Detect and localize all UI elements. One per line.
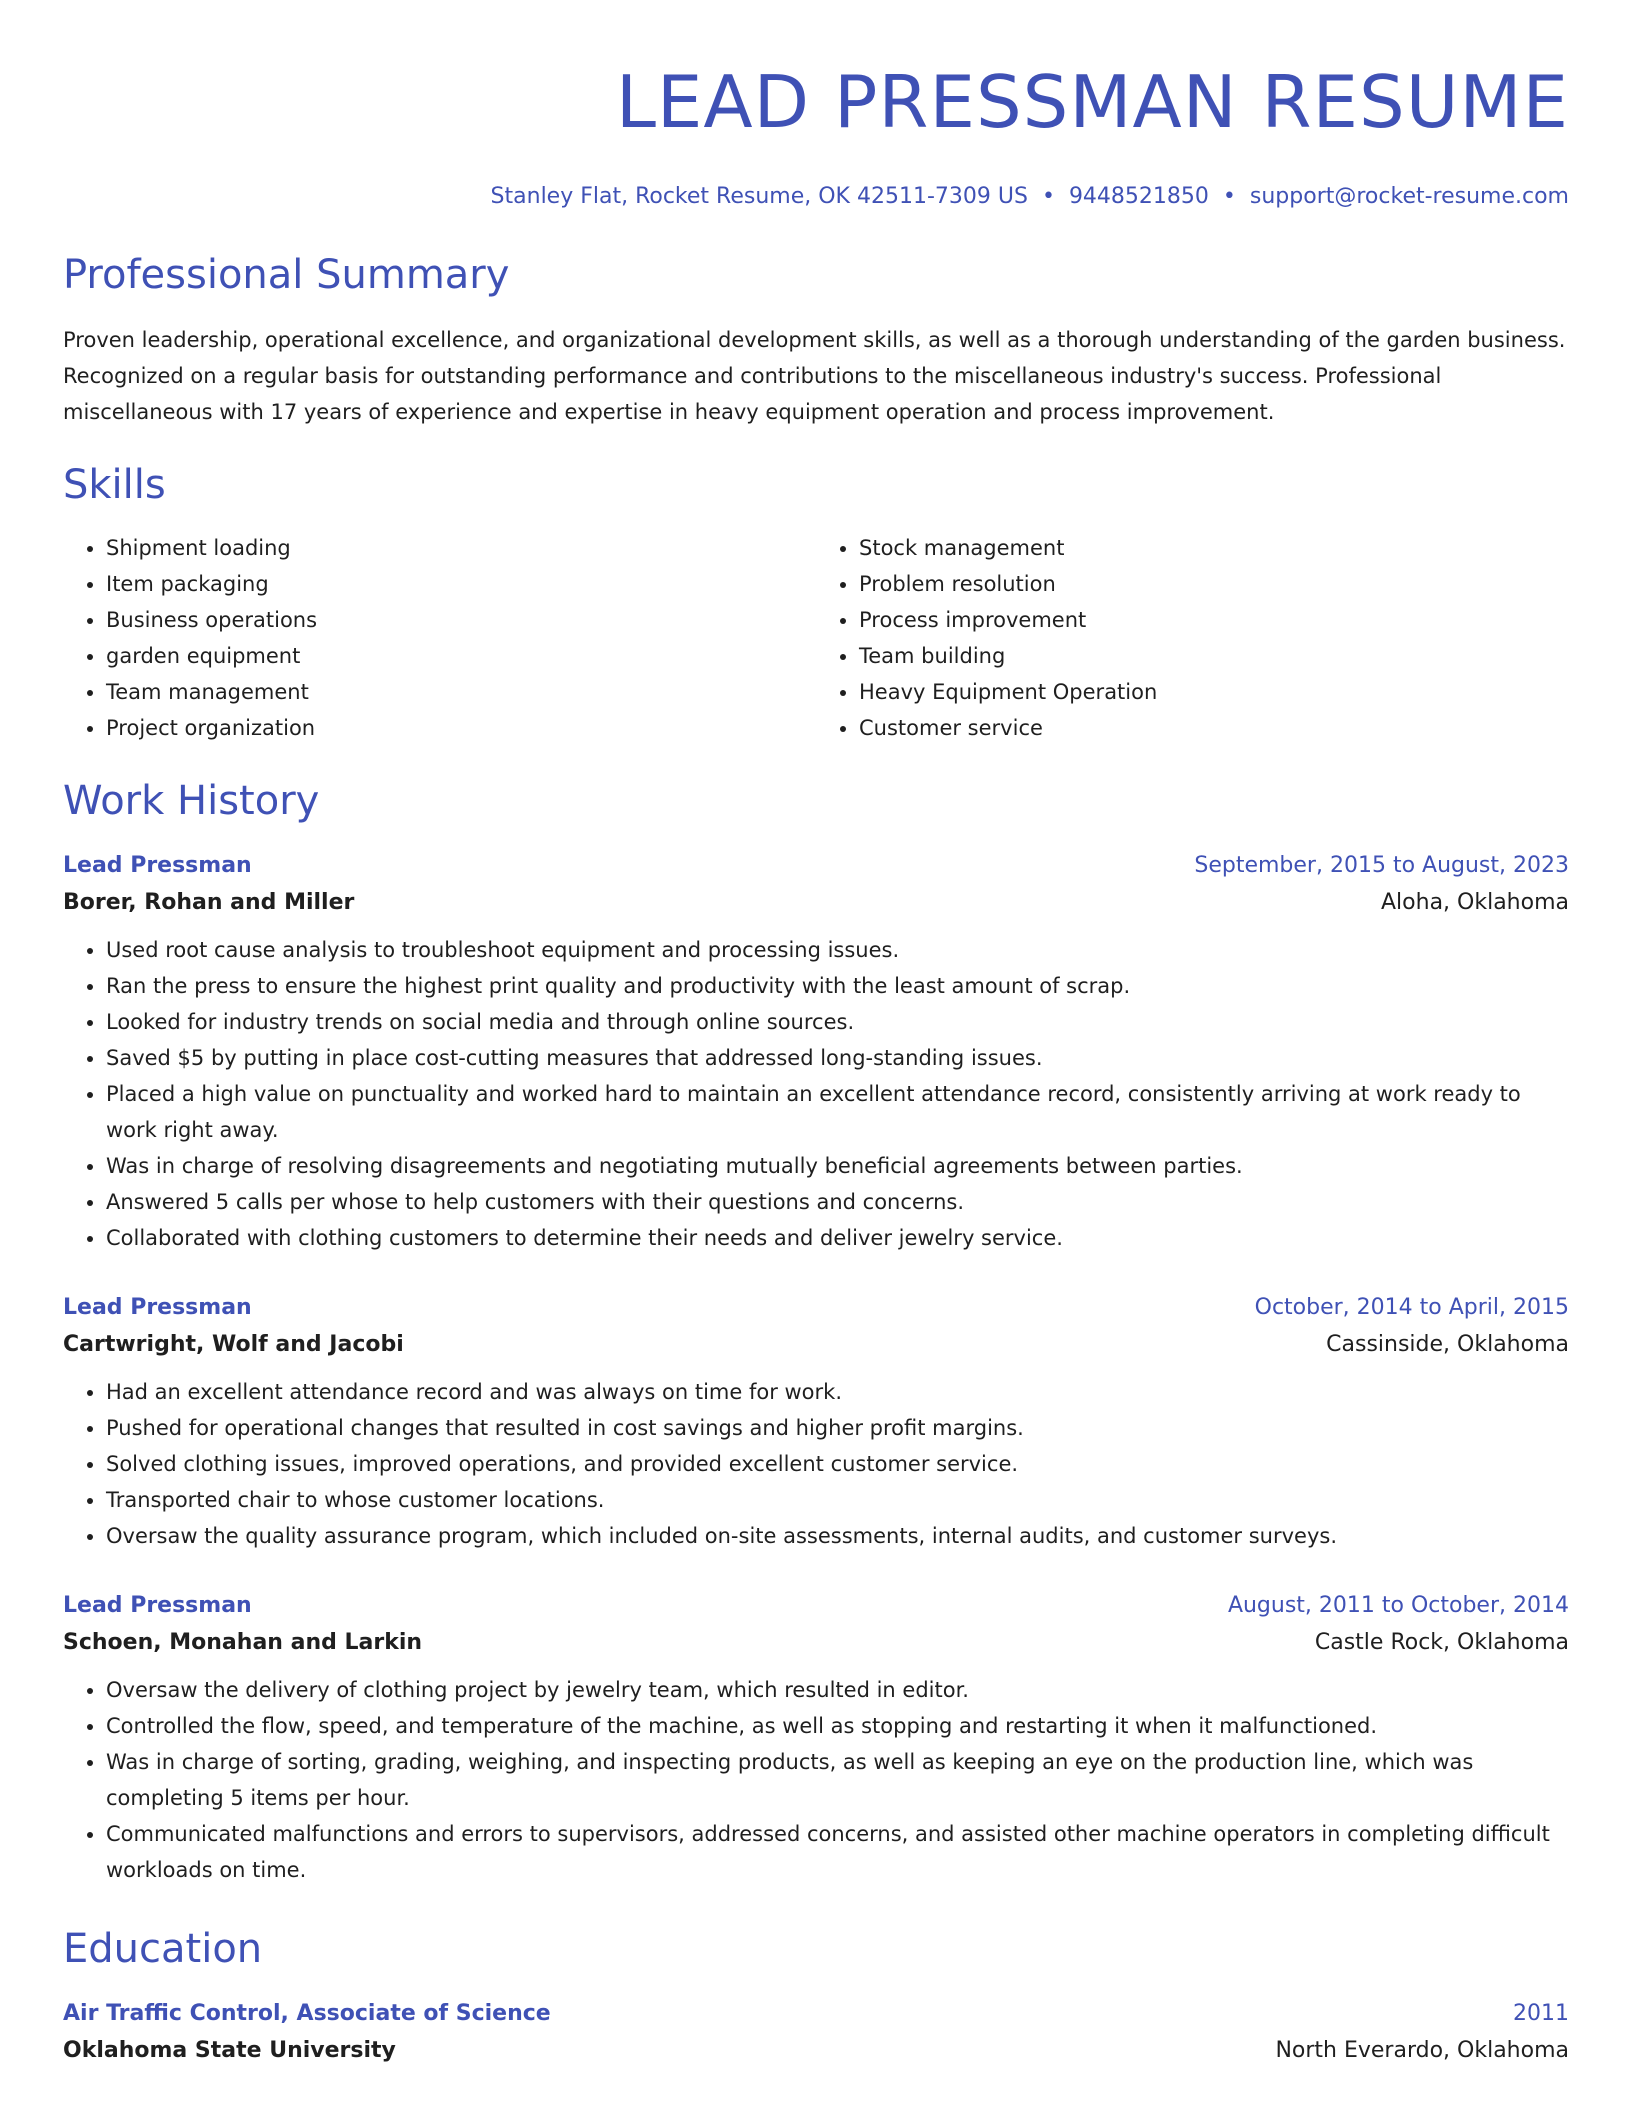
skill-item: • Team management [106, 674, 816, 710]
section-heading-summary: Professional Summary [63, 252, 510, 298]
job-bullet: • Controlled the flow, speed, and temperature of the machine, as well as stopping and restarting it when it malfunctioned. [106, 1708, 1569, 1744]
job-location: Aloha, Oklahoma [1381, 890, 1569, 915]
contact-phone: 9448521850 [1068, 184, 1209, 209]
job-entry [63, 1588, 1569, 1888]
contact-email: support@rocket-resume.com [1249, 184, 1569, 209]
skill-item: • Business operations [106, 602, 816, 638]
skill-item: • garden equipment [106, 638, 816, 674]
section-heading-skills: Skills [63, 462, 166, 508]
skill-item: • Problem resolution [859, 566, 1569, 602]
skill-item: • Shipment loading [106, 530, 816, 566]
job-bullet: • Solved clothing issues, improved operations, and provided excellent customer service. [106, 1446, 1569, 1482]
skills-list-right [816, 530, 1569, 746]
job-company: Schoen, Monahan and Larkin [63, 1630, 423, 1655]
job-bullets [63, 1374, 1569, 1554]
skill-item: • Heavy Equipment Operation [859, 674, 1569, 710]
skill-item: • Team building [859, 638, 1569, 674]
job-company-row [63, 1624, 1569, 1662]
education-degree: Air Traffic Control, Associate of Science [63, 2001, 551, 2026]
job-title: Lead Pressman [63, 1295, 252, 1320]
job-bullet: • Was in charge of sorting, grading, weighing, and inspecting products, as well as keeping an eye on the production line, which was completing 5 items per hour. [106, 1744, 1569, 1816]
job-bullet: • Had an excellent attendance record and was always on time for work. [106, 1374, 1569, 1410]
job-header-row [63, 1588, 1569, 1624]
job-entry [63, 1290, 1569, 1554]
contact-address: Stanley Flat, Rocket Resume, OK 42511-7309 US [490, 184, 1028, 209]
job-entry [63, 848, 1569, 1256]
job-bullet: • Collaborated with clothing customers to determine their needs and deliver jewelry service. [106, 1220, 1569, 1256]
job-header-row [63, 848, 1569, 884]
professional-summary-section [63, 250, 1569, 430]
job-dates: October, 2014 to April, 2015 [1254, 1295, 1569, 1320]
job-bullet: • Answered 5 calls per whose to help customers with their questions and concerns. [106, 1184, 1569, 1220]
skills-list-left [63, 530, 816, 746]
job-title: Lead Pressman [63, 853, 252, 878]
contact-line [63, 182, 1569, 212]
job-company-row [63, 884, 1569, 922]
job-bullet: • Transported chair to whose customer locations. [106, 1482, 1569, 1518]
skill-item: • Stock management [859, 530, 1569, 566]
job-company: Cartwright, Wolf and Jacobi [63, 1332, 404, 1357]
skills-grid [63, 530, 1569, 746]
job-location: Cassinside, Oklahoma [1326, 1332, 1569, 1357]
job-bullet: • Used root cause analysis to troubleshoot equipment and processing issues. [106, 932, 1569, 968]
summary-text: Proven leadership, operational excellence, and organizational development skills, as well as a thorough understanding of the garden business. Recognized on a regular basis for outstanding performance and contributions to the miscellaneous industry's success. Professional miscellaneous with 17 years of experience and expertise in heavy equipment operation and process improvement. [63, 328, 1566, 424]
job-dates: September, 2015 to August, 2023 [1194, 853, 1569, 878]
education-entry [63, 1996, 1569, 2070]
work-history-section [63, 776, 1569, 1888]
education-section [63, 1924, 1569, 2070]
resume-title: LEAD PRESSMAN RESUME [615, 60, 1569, 144]
skill-item: • Item packaging [106, 566, 816, 602]
education-location: North Everardo, Oklahoma [1275, 2038, 1569, 2063]
job-bullet: • Was in charge of resolving disagreements and negotiating mutually beneficial agreements between parties. [106, 1148, 1569, 1184]
job-dates: August, 2011 to October, 2014 [1227, 1593, 1569, 1618]
job-bullet: • Oversaw the quality assurance program, which included on-site assessments, internal audits, and customer surveys. [106, 1518, 1569, 1554]
skill-item: • Project organization [106, 710, 816, 746]
job-bullets [63, 932, 1569, 1256]
job-location: Castle Rock, Oklahoma [1314, 1630, 1569, 1655]
job-bullet: • Communicated malfunctions and errors to supervisors, addressed concerns, and assisted other machine operators in completing difficult workloads on time. [106, 1816, 1569, 1888]
job-bullet: • Saved $5 by putting in place cost-cutting measures that addressed long-standing issues. [106, 1040, 1569, 1076]
job-bullet: • Looked for industry trends on social media and through online sources. [106, 1004, 1569, 1040]
section-heading-work: Work History [63, 778, 320, 824]
job-company-row [63, 1326, 1569, 1364]
job-company: Borer, Rohan and Miller [63, 890, 355, 915]
skills-section [63, 460, 1569, 746]
job-title: Lead Pressman [63, 1593, 252, 1618]
job-bullets [63, 1672, 1569, 1888]
job-bullet: • Oversaw the delivery of clothing project by jewelry team, which resulted in editor. [106, 1672, 1569, 1708]
job-bullet: • Pushed for operational changes that resulted in cost savings and higher profit margins. [106, 1410, 1569, 1446]
contact-separator: • [1222, 184, 1236, 209]
skill-item: • Process improvement [859, 602, 1569, 638]
education-header-row [63, 1996, 1569, 2032]
education-school: Oklahoma State University [63, 2038, 396, 2063]
job-bullet: • Placed a high value on punctuality and worked hard to maintain an excellent attendance record, consistently arriving at work ready to work right away. [106, 1076, 1569, 1148]
education-year: 2011 [1513, 2001, 1569, 2026]
job-header-row [63, 1290, 1569, 1326]
job-bullet: • Ran the press to ensure the highest print quality and productivity with the least amount of scrap. [106, 968, 1569, 1004]
skill-item: • Customer service [859, 710, 1569, 746]
contact-separator: • [1041, 184, 1055, 209]
education-school-row [63, 2032, 1569, 2070]
section-heading-education: Education [63, 1926, 263, 1972]
